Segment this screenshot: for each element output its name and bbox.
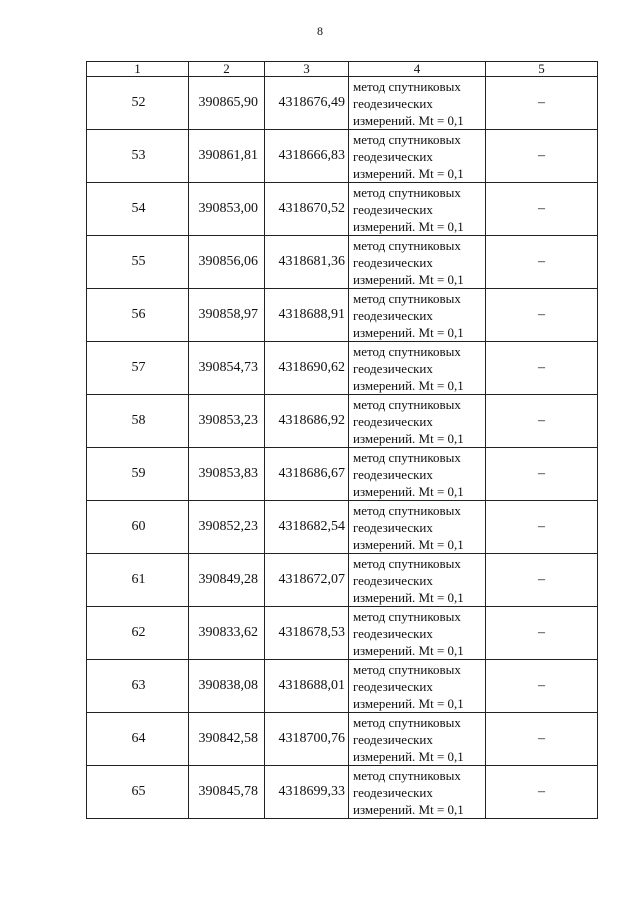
- x-coordinate-cell: 390853,23: [189, 395, 265, 448]
- point-number-cell: 54: [87, 183, 189, 236]
- x-coordinate-cell: 390854,73: [189, 342, 265, 395]
- method-cell: [349, 130, 486, 183]
- y-coordinate-cell: 4318700,76: [265, 713, 349, 766]
- table-row: [87, 448, 598, 501]
- header-col-2: 2: [189, 62, 265, 77]
- point-number-cell: 60: [87, 501, 189, 554]
- point-number-cell: 62: [87, 607, 189, 660]
- method-cell: [349, 607, 486, 660]
- method-text-line: измерений. Mt = 0,1: [353, 801, 464, 817]
- method-text-line: метод спутниковых: [353, 131, 461, 147]
- note-cell: –: [486, 130, 598, 183]
- x-coordinate-cell: 390842,58: [189, 713, 265, 766]
- method-cell: [349, 183, 486, 236]
- method-text-line: метод спутниковых: [353, 555, 461, 571]
- note-cell: –: [486, 766, 598, 819]
- x-coordinate-cell: 390853,83: [189, 448, 265, 501]
- note-cell: –: [486, 342, 598, 395]
- table-header: [87, 62, 598, 77]
- y-coordinate-cell: 4318686,92: [265, 395, 349, 448]
- method-text-line: геодезических: [353, 572, 433, 588]
- note-cell: –: [486, 660, 598, 713]
- note-cell: –: [486, 713, 598, 766]
- method-cell: [349, 713, 486, 766]
- y-coordinate-cell: 4318688,01: [265, 660, 349, 713]
- point-number-cell: 56: [87, 289, 189, 342]
- note-cell: –: [486, 183, 598, 236]
- method-text-line: измерений. Mt = 0,1: [353, 483, 464, 499]
- method-text-line: геодезических: [353, 413, 433, 429]
- method-text-line: метод спутниковых: [353, 661, 461, 677]
- x-coordinate-cell: 390853,00: [189, 183, 265, 236]
- method-cell: [349, 448, 486, 501]
- table-row: [87, 713, 598, 766]
- note-cell: –: [486, 236, 598, 289]
- method-text-line: метод спутниковых: [353, 449, 461, 465]
- table-row: [87, 395, 598, 448]
- method-cell: [349, 77, 486, 130]
- method-text-line: измерений. Mt = 0,1: [353, 218, 464, 234]
- x-coordinate-cell: 390845,78: [189, 766, 265, 819]
- table-row: [87, 236, 598, 289]
- note-cell: –: [486, 289, 598, 342]
- page-number: 8: [317, 24, 323, 38]
- point-number-cell: 57: [87, 342, 189, 395]
- method-text-line: геодезических: [353, 519, 433, 535]
- point-number-cell: 58: [87, 395, 189, 448]
- method-text-line: метод спутниковых: [353, 184, 461, 200]
- method-text-line: измерений. Mt = 0,1: [353, 112, 464, 128]
- note-cell: –: [486, 77, 598, 130]
- note-cell: –: [486, 554, 598, 607]
- method-text-line: измерений. Mt = 0,1: [353, 165, 464, 181]
- y-coordinate-cell: 4318666,83: [265, 130, 349, 183]
- method-text-line: измерений. Mt = 0,1: [353, 377, 464, 393]
- note-cell: –: [486, 501, 598, 554]
- method-cell: [349, 766, 486, 819]
- method-text-line: измерений. Mt = 0,1: [353, 695, 464, 711]
- method-text-line: геодезических: [353, 95, 433, 111]
- method-text-line: геодезических: [353, 784, 433, 800]
- y-coordinate-cell: 4318690,62: [265, 342, 349, 395]
- method-text-line: измерений. Mt = 0,1: [353, 324, 464, 340]
- method-cell: [349, 501, 486, 554]
- method-text-line: измерений. Mt = 0,1: [353, 271, 464, 287]
- point-number-cell: 59: [87, 448, 189, 501]
- note-cell: –: [486, 395, 598, 448]
- table-row: [87, 183, 598, 236]
- table-row: [87, 77, 598, 130]
- table-row: [87, 660, 598, 713]
- method-text-line: метод спутниковых: [353, 396, 461, 412]
- table-row: [87, 501, 598, 554]
- method-text-line: метод спутниковых: [353, 237, 461, 253]
- table-row: [87, 607, 598, 660]
- method-text-line: измерений. Mt = 0,1: [353, 748, 464, 764]
- point-number-cell: 52: [87, 77, 189, 130]
- x-coordinate-cell: 390852,23: [189, 501, 265, 554]
- x-coordinate-cell: 390861,81: [189, 130, 265, 183]
- header-col-3: 3: [265, 62, 349, 77]
- point-number-cell: 65: [87, 766, 189, 819]
- method-text-line: геодезических: [353, 360, 433, 376]
- method-text-line: геодезических: [353, 625, 433, 641]
- method-text-line: метод спутниковых: [353, 767, 461, 783]
- method-text-line: метод спутниковых: [353, 290, 461, 306]
- point-number-cell: 63: [87, 660, 189, 713]
- x-coordinate-cell: 390858,97: [189, 289, 265, 342]
- method-text-line: геодезических: [353, 307, 433, 323]
- method-text-line: измерений. Mt = 0,1: [353, 430, 464, 446]
- y-coordinate-cell: 4318681,36: [265, 236, 349, 289]
- method-text-line: метод спутниковых: [353, 78, 461, 94]
- method-text-line: метод спутниковых: [353, 502, 461, 518]
- method-text-line: геодезических: [353, 731, 433, 747]
- x-coordinate-cell: 390833,62: [189, 607, 265, 660]
- x-coordinate-cell: 390865,90: [189, 77, 265, 130]
- method-text-line: геодезических: [353, 678, 433, 694]
- header-col-1: 1: [87, 62, 189, 77]
- y-coordinate-cell: 4318670,52: [265, 183, 349, 236]
- x-coordinate-cell: 390856,06: [189, 236, 265, 289]
- method-text-line: геодезических: [353, 201, 433, 217]
- header-col-4: 4: [349, 62, 486, 77]
- point-number-cell: 64: [87, 713, 189, 766]
- y-coordinate-cell: 4318672,07: [265, 554, 349, 607]
- y-coordinate-cell: 4318678,53: [265, 607, 349, 660]
- method-text-line: метод спутниковых: [353, 714, 461, 730]
- y-coordinate-cell: 4318688,91: [265, 289, 349, 342]
- note-cell: –: [486, 607, 598, 660]
- method-cell: [349, 236, 486, 289]
- method-cell: [349, 395, 486, 448]
- x-coordinate-cell: 390838,08: [189, 660, 265, 713]
- method-text-line: геодезических: [353, 148, 433, 164]
- table-row: [87, 342, 598, 395]
- x-coordinate-cell: 390849,28: [189, 554, 265, 607]
- method-text-line: метод спутниковых: [353, 608, 461, 624]
- coordinates-table: [86, 61, 598, 819]
- y-coordinate-cell: 4318682,54: [265, 501, 349, 554]
- point-number-cell: 61: [87, 554, 189, 607]
- method-cell: [349, 660, 486, 713]
- method-cell: [349, 554, 486, 607]
- method-text-line: измерений. Mt = 0,1: [353, 536, 464, 552]
- header-row: [87, 62, 598, 77]
- table-row: [87, 766, 598, 819]
- point-number-cell: 53: [87, 130, 189, 183]
- header-col-5: 5: [486, 62, 598, 77]
- method-text-line: метод спутниковых: [353, 343, 461, 359]
- method-cell: [349, 289, 486, 342]
- table-row: [87, 130, 598, 183]
- method-text-line: геодезических: [353, 466, 433, 482]
- method-text-line: измерений. Mt = 0,1: [353, 589, 464, 605]
- method-text-line: геодезических: [353, 254, 433, 270]
- table-body: [87, 77, 598, 819]
- y-coordinate-cell: 4318676,49: [265, 77, 349, 130]
- method-cell: [349, 342, 486, 395]
- table-row: [87, 554, 598, 607]
- table-row: [87, 289, 598, 342]
- method-text-line: измерений. Mt = 0,1: [353, 642, 464, 658]
- point-number-cell: 55: [87, 236, 189, 289]
- y-coordinate-cell: 4318699,33: [265, 766, 349, 819]
- note-cell: –: [486, 448, 598, 501]
- y-coordinate-cell: 4318686,67: [265, 448, 349, 501]
